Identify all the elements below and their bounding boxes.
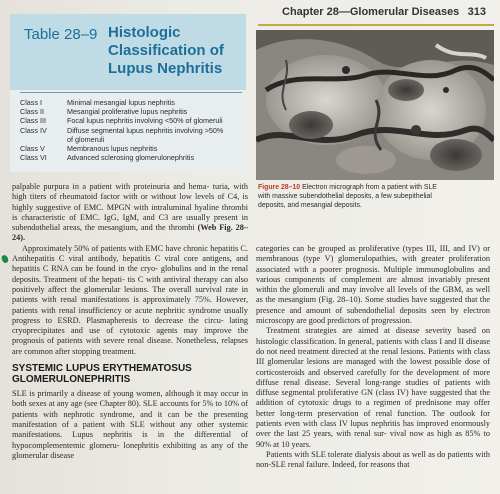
class-cell: Class V: [20, 144, 45, 154]
text-line: addition of cytotoxic drugs to a regimen of prednisone may: [256, 398, 471, 408]
text-line: 28–10). Some studies have suggested that the presence and: [256, 295, 490, 315]
text-line: offer better long-term preservation of renal function. The: [256, 398, 490, 418]
micrograph-image: [256, 30, 494, 180]
text-line: observed carefully for the development of more diffuse renal: [256, 367, 490, 387]
description-cell: Diffuse segmental lupus nephritis involving >50%: [67, 125, 224, 135]
table-row: [20, 135, 246, 144]
text-line: IV) or membranous (type V) glomerulopathies, with greater: [256, 244, 490, 264]
chapter-title: Chapter 28—Glomerular Diseases: [282, 6, 460, 18]
text-line: low levels of C4, is highly suggestive of EMC. MPGN with: [12, 192, 248, 212]
text-line: can be the presenting manifestation of a patient with SLE: [12, 409, 248, 429]
table-title-line: Lupus Nephritis: [108, 60, 223, 77]
paragraph-hepatitis: [12, 244, 248, 357]
figure-label: Figure 28–10: [258, 184, 301, 191]
text-line: lonephritis exhibiting as any of the glomerular disease: [12, 440, 248, 460]
table-header: [10, 14, 246, 90]
paragraph-categories: [256, 244, 490, 326]
class-cell: Class III: [20, 116, 46, 126]
table-label: Table 28–9: [24, 26, 98, 43]
text-line: vival now as high as 85% to 90% at 10 years.: [256, 429, 490, 449]
table-rule: [20, 92, 242, 93]
text-line: are almost invariably present within the glomeruli and may: [256, 274, 490, 295]
text-line: segmental proliferative GN (class IV) have suggested that the: [281, 388, 490, 398]
header-rule: [258, 24, 494, 26]
text-line: proliferation associated with a poorer prognosis. Multiple: [256, 254, 490, 274]
text-line: improved enormously over the last 25 years, with renal sur-: [256, 419, 490, 439]
classification-table: [10, 14, 246, 172]
text-line: managed with the lowest possible dose of corticosteroids and: [256, 357, 490, 377]
section-heading-line: SYSTEMIC LUPUS ERYTHEMATOSUS: [12, 363, 192, 375]
text-line: core antigens, and hepatitis C RNA can be found in the cryo-: [12, 254, 248, 274]
class-cell: Class IV: [20, 125, 47, 135]
text-line: palpable purpura in a patient with proteinuria and hema-: [12, 182, 210, 191]
text-line: glomerular lesions. The overall survival rate in patients: [12, 284, 248, 305]
paragraph-dialysis: [256, 450, 490, 471]
description-cell: Mesangial proliferative lupus nephritis: [67, 107, 188, 117]
text-line: outlook for patients even with class IV lupus nephritis has: [256, 408, 490, 429]
description-cell: Membranous lupus nephritis: [67, 144, 158, 154]
caption-line: [258, 183, 490, 192]
text-line: on histologic classification. In general, patients with class I: [256, 326, 490, 346]
text-line: usually progress to ESRD. Plasmapheresis to decrease the circu-: [12, 305, 248, 325]
class-cell: Class I: [20, 98, 42, 107]
table-row: [20, 98, 246, 107]
text-line: renal lesions. Patients with class III glomerular lesions are: [256, 346, 490, 367]
text-line: is in the differential of hypocomplementemic glomeru-: [12, 430, 248, 450]
section-heading: [12, 363, 248, 385]
caption-text: Electron micrograph from a patient with SLE: [302, 184, 437, 191]
text-line: improve the prognosis of patients with severe renal disease.: [12, 326, 248, 346]
description-cell: Focal lupus nephritis involving <50% of glomeruli: [67, 116, 223, 126]
table-row: [20, 107, 246, 116]
running-header: [250, 6, 490, 22]
text-line: without any other systemic manifestations. Lupus nephritis: [12, 419, 248, 440]
caption-line: deposits, and mesangial deposits.: [258, 202, 362, 210]
table-title: [108, 24, 244, 78]
text-line: patients with renal insufficiency or acute nephritic syndrome: [12, 305, 221, 315]
text-line: lating cryoprecipitates and use of cytotoxic agents may: [12, 315, 248, 336]
text-line: mesangium, and the thrombi: [97, 223, 195, 233]
text-line: patients with non-SLE renal failure. Indeed, for reasons that: [256, 449, 490, 470]
text-line: occur in both sexes at any age (see Chapter 80). SLE accounts: [12, 389, 248, 409]
text-line: tis C with antiviral therapy can also positively affect the: [12, 274, 248, 294]
text-line: with renal manifestations is approximately 75%. However,: [41, 295, 248, 305]
text-line: IgM, and C3 are usually present in subendothelial areas, the: [12, 212, 248, 233]
text-line: Patients with SLE tolerate dialysis about as well as do: [266, 449, 446, 459]
right-text-column: [256, 244, 490, 492]
text-line: and II disease do not need treatment directed at the: [256, 336, 490, 356]
text-line: involve all levels of the GBM, as well as the mesangium (Fig.: [256, 285, 490, 305]
table-title-line: Histologic: [108, 24, 181, 41]
text-line: amount of subendothelial deposits seen by electron: [306, 305, 490, 315]
electron-micrograph: [256, 30, 494, 180]
class-cell: Class II: [20, 107, 44, 117]
text-line: Treatment strategies are aimed at disease severity based: [266, 326, 476, 336]
table-row: [20, 116, 246, 125]
description-cell: Minimal mesangial lupus nephritis: [67, 98, 175, 107]
caption-line: with massive subendothelial deposits, a few subepithelial: [258, 193, 432, 201]
table-row: [20, 153, 246, 162]
class-cell: [20, 135, 67, 144]
text-line: immunoglobulins and various components of complement: [256, 264, 490, 284]
table-row: [20, 126, 246, 135]
text-line: categories can be grouped as proliferative (types III, III, and: [256, 244, 466, 253]
text-line: microscopy are good predictors of progression.: [256, 316, 412, 326]
paragraph-treatment: [256, 326, 490, 450]
figure-caption: [258, 183, 490, 211]
table-row: [20, 144, 246, 153]
text-line: SLE is primarily a disease of young women, although it may: [12, 389, 219, 399]
page-number: 313: [467, 6, 486, 18]
green-margin-mark: [1, 254, 9, 264]
class-cell: Class VI: [20, 153, 47, 163]
figure-reference: (Web Fig. 28–24).: [12, 223, 248, 243]
text-line: for 5% to 10% of patients with nephrotic syndrome, and it: [12, 399, 248, 419]
description-cell: Advanced sclerosing glomerulonephritis: [67, 153, 195, 163]
text-line: turia, with high titers of rheumatoid factor with or without: [12, 182, 248, 202]
text-line: Approximately 50% of patients with EMC have chronic: [22, 243, 209, 253]
paragraph-emc: [12, 182, 248, 244]
table-body: [20, 98, 246, 162]
text-line: disease. Several long-range studies of patients with diffuse: [256, 377, 490, 398]
description-cell: of glomeruli: [67, 134, 105, 144]
left-text-column: [12, 182, 248, 492]
text-line: Nonetheless, relapses are common after stopping treatment.: [12, 336, 248, 356]
text-line: hepatitis C. Antihepatitis C viral antibody, hepatitis C viral: [12, 243, 248, 264]
text-line: intraluminal hyaline thrombi is characteristic of EMC. IgG,: [12, 202, 248, 222]
section-heading-line: GLOMERULONEPHRITIS: [12, 374, 131, 386]
text-line: globulins and in the renal deposits. Treatment of the hepati-: [12, 264, 248, 284]
table-title-line: Classification of: [108, 42, 224, 59]
paragraph-sle: [12, 389, 248, 461]
